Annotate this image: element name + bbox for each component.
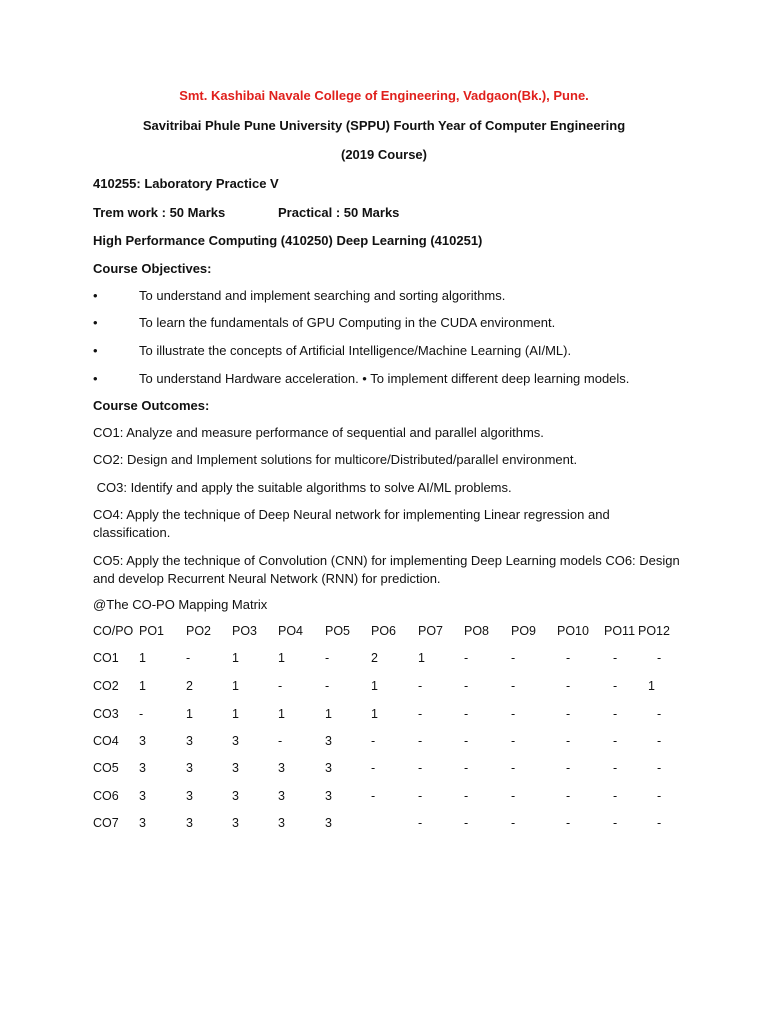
matrix-cell: 1 xyxy=(325,707,332,721)
matrix-cell: - xyxy=(278,734,283,748)
matrix-cell: 3 xyxy=(325,816,332,830)
matrix-cell: - xyxy=(464,707,469,721)
objective-item: To learn the fundamentals of GPU Computing in the CUDA environment. xyxy=(139,315,556,330)
matrix-cell: - xyxy=(657,789,662,803)
college-name: Smt. Kashibai Navale College of Engineering, Vadgaon(Bk.), Pune. xyxy=(179,88,589,103)
matrix-cell: 3 xyxy=(232,761,239,775)
matrix-row-label: CO6 xyxy=(93,789,119,803)
matrix-cell: - xyxy=(566,679,571,693)
matrix-cell: 3 xyxy=(232,734,239,748)
matrix-cell: - xyxy=(613,761,618,775)
matrix-cell: - xyxy=(464,734,469,748)
matrix-cell: - xyxy=(464,761,469,775)
matrix-cell: - xyxy=(657,707,662,721)
matrix-cell: - xyxy=(566,734,571,748)
bullet-icon: • xyxy=(93,343,98,358)
matrix-cell: 3 xyxy=(139,816,146,830)
matrix-cell: 3 xyxy=(278,789,285,803)
outcome-item: CO5: Apply the technique of Convolution (CNN) for implementing Deep Learning models CO6: Design and develop Recurrent Neural Network (RNN) for prediction. xyxy=(93,553,680,586)
matrix-cell: 3 xyxy=(232,789,239,803)
matrix-header-cell: PO11 xyxy=(604,624,636,638)
matrix-header-cell: PO2 xyxy=(186,624,212,638)
matrix-cell: 3 xyxy=(139,734,146,748)
objectives-heading: Course Objectives: xyxy=(93,261,212,276)
matrix-cell: - xyxy=(464,679,469,693)
matrix-cell: 3 xyxy=(325,761,332,775)
matrix-row-label: CO5 xyxy=(93,761,119,775)
outcome-item: CO2: Design and Implement solutions for multicore/Distributed/parallel environment. xyxy=(93,452,578,467)
matrix-header-cell: PO6 xyxy=(371,624,397,638)
matrix-cell: - xyxy=(566,761,571,775)
matrix-cell: 3 xyxy=(186,734,193,748)
matrix-cell: 1 xyxy=(139,651,146,665)
matrix-cell: - xyxy=(371,789,376,803)
matrix-cell: 3 xyxy=(232,816,239,830)
matrix-cell: - xyxy=(566,651,571,665)
matrix-cell: - xyxy=(657,734,662,748)
matrix-cell: 1 xyxy=(186,707,193,721)
matrix-title: @The CO-PO Mapping Matrix xyxy=(93,597,268,612)
matrix-cell: - xyxy=(657,816,662,830)
matrix-cell: 1 xyxy=(139,679,146,693)
matrix-cell: - xyxy=(371,734,376,748)
bullet-icon: • xyxy=(93,315,98,330)
matrix-cell: 3 xyxy=(139,761,146,775)
matrix-cell: 3 xyxy=(186,816,193,830)
matrix-cell: - xyxy=(613,789,618,803)
matrix-cell: - xyxy=(418,734,423,748)
matrix-row-label: CO7 xyxy=(93,816,119,830)
matrix-row-label: CO4 xyxy=(93,734,119,748)
matrix-cell: - xyxy=(511,789,516,803)
bullet-icon: • xyxy=(93,288,98,303)
matrix-cell: 3 xyxy=(139,789,146,803)
matrix-cell: - xyxy=(464,789,469,803)
university-title: Savitribai Phule Pune University (SPPU) Fourth Year of Computer Engineering xyxy=(142,118,626,133)
matrix-cell: - xyxy=(566,707,571,721)
matrix-cell: - xyxy=(613,707,618,721)
matrix-cell: 1 xyxy=(232,651,239,665)
matrix-cell: 1 xyxy=(371,679,378,693)
matrix-cell: 3 xyxy=(186,789,193,803)
matrix-cell: 3 xyxy=(278,761,285,775)
matrix-cell: - xyxy=(418,679,423,693)
matrix-header-cell: PO9 xyxy=(511,624,537,638)
matrix-row-label: CO3 xyxy=(93,707,119,721)
matrix-cell: - xyxy=(325,679,330,693)
matrix-cell: 1 xyxy=(232,679,239,693)
matrix-header-cell: PO12 xyxy=(638,624,670,638)
matrix-cell: 1 xyxy=(648,679,655,693)
bullet-icon: • xyxy=(93,371,98,386)
matrix-cell: - xyxy=(657,651,662,665)
matrix-cell: - xyxy=(511,734,516,748)
matrix-cell: 1 xyxy=(278,707,285,721)
matrix-cell: 3 xyxy=(325,734,332,748)
termwork-marks: Trem work : 50 Marks xyxy=(93,205,226,220)
outcome-item: CO1: Analyze and measure performance of sequential and parallel algorithms. xyxy=(93,425,544,440)
matrix-cell: - xyxy=(325,651,330,665)
matrix-cell: - xyxy=(418,816,423,830)
matrix-cell: 2 xyxy=(186,679,193,693)
matrix-cell: - xyxy=(139,707,144,721)
matrix-header-cell: PO1 xyxy=(139,624,165,638)
matrix-row-label: CO2 xyxy=(93,679,119,693)
matrix-cell: - xyxy=(511,651,516,665)
matrix-cell: - xyxy=(511,816,516,830)
matrix-cell: - xyxy=(613,651,618,665)
matrix-cell: 3 xyxy=(186,761,193,775)
matrix-cell: - xyxy=(278,679,283,693)
practical-marks: Practical : 50 Marks xyxy=(278,205,400,220)
matrix-header-cell: PO10 xyxy=(557,624,589,638)
matrix-header-cell: PO7 xyxy=(418,624,444,638)
matrix-cell: - xyxy=(511,707,516,721)
matrix-cell: - xyxy=(566,816,571,830)
matrix-header-cell: PO5 xyxy=(325,624,351,638)
outcome-item: CO4: Apply the technique of Deep Neural network for implementing Linear regression and classification. xyxy=(93,507,610,540)
matrix-cell: 3 xyxy=(325,789,332,803)
matrix-cell: - xyxy=(464,651,469,665)
subject-code-title: 410255: Laboratory Practice V xyxy=(93,176,279,191)
matrix-header-cell: CO/PO xyxy=(93,624,134,638)
matrix-cell: - xyxy=(371,761,376,775)
matrix-cell: 1 xyxy=(371,707,378,721)
matrix-row-label: CO1 xyxy=(93,651,119,665)
objective-item: To illustrate the concepts of Artificial Intelligence/Machine Learning (AI/ML). xyxy=(139,343,572,358)
matrix-cell: - xyxy=(186,651,191,665)
matrix-cell: 1 xyxy=(232,707,239,721)
matrix-cell: - xyxy=(418,789,423,803)
matrix-cell: - xyxy=(613,679,618,693)
matrix-cell: 1 xyxy=(278,651,285,665)
matrix-cell: - xyxy=(418,761,423,775)
course-year: (2019 Course) xyxy=(341,147,427,162)
matrix-cell: - xyxy=(418,707,423,721)
matrix-cell: - xyxy=(613,816,618,830)
matrix-cell: - xyxy=(613,734,618,748)
matrix-cell: - xyxy=(511,761,516,775)
matrix-header-cell: PO8 xyxy=(464,624,490,638)
matrix-cell: - xyxy=(566,789,571,803)
matrix-cell: 2 xyxy=(371,651,378,665)
matrix-cell: - xyxy=(511,679,516,693)
outcome-item: CO3: Identify and apply the suitable algorithms to solve AI/ML problems. xyxy=(93,480,512,495)
objective-item: To understand and implement searching and sorting algorithms. xyxy=(139,288,506,303)
objective-item: To understand Hardware acceleration. • To implement different deep learning models. xyxy=(139,371,630,386)
matrix-cell: 1 xyxy=(418,651,425,665)
matrix-cell: - xyxy=(657,761,662,775)
matrix-header-cell: PO4 xyxy=(278,624,304,638)
subject-components: High Performance Computing (410250) Deep Learning (410251) xyxy=(93,233,483,248)
matrix-cell: 3 xyxy=(278,816,285,830)
outcomes-heading: Course Outcomes: xyxy=(93,398,210,413)
matrix-header-cell: PO3 xyxy=(232,624,258,638)
matrix-cell: - xyxy=(464,816,469,830)
